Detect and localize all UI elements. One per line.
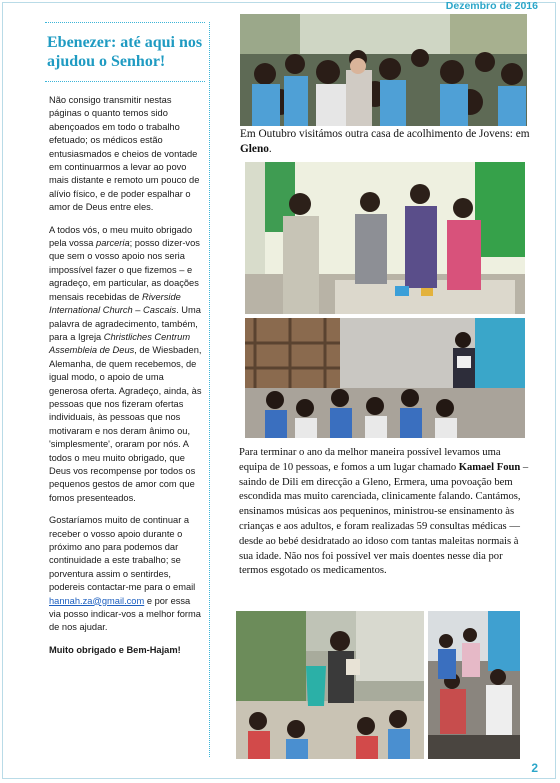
p2-text-a: A todos vós, o meu muito obrigado pela vossa — [49, 224, 193, 249]
p3-text-b: e por essa via posso indicar-vos a melhor forma de nos ajudar. — [49, 595, 201, 633]
story-text-a: Para terminar o ano da melhor maneira possível levamos uma equipa de 10 pessoas, e fomos a um lugar chamado — [239, 447, 501, 473]
photo-medical-team — [245, 162, 525, 314]
p2-text-c: . Uma palavra de agradecimento, também, para a Igreja — [49, 305, 201, 342]
sidebar-column — [37, 22, 210, 757]
sidebar-title: Ebenezer: até aqui nos ajudou o Senhor! — [47, 34, 203, 70]
email-link[interactable]: hannah.za@gmail.com — [49, 595, 145, 606]
parceria-emphasis: parceria — [96, 238, 130, 249]
sidebar-top-rule — [45, 22, 205, 23]
photo-children-seated — [245, 318, 525, 438]
p3-text-a: Gostaríamos muito de continuar a receber o vosso apoio durante o próximo ano para podemos dar continuidade a este trabalho; se porventura assim o sentirdes, podereis contactar-me para o email — [49, 515, 196, 593]
photo-children-group — [240, 14, 527, 126]
sidebar-paragraph-2 — [49, 224, 203, 506]
riverside-church-name: Riverside International Church – Cascais — [49, 291, 181, 316]
christliches-church-name: Christliches Centrum Assembleia de Deus — [49, 331, 191, 356]
story-paragraph — [239, 446, 529, 579]
sidebar-title-rule — [45, 81, 205, 82]
caption-gleno — [240, 127, 530, 156]
sidebar-paragraph-3 — [49, 514, 203, 635]
caption-text-b: . — [268, 142, 272, 155]
caption-place-gleno: Gleno — [240, 142, 269, 155]
p2-text-d: , de Wiesbaden, Alemanha, de quem recebemos, de igual modo, o apoio de uma generosa oferta. Agradeço, ainda, às pessoas que nos fizeram ofertas individuais, às pessoas que nos motivaram e nos deram ânimo ou, 'simplesmente', oraram por nós. A todos o meu muito obrigado, que Deus vos recompense por todos os pequenos gestos de amor com que fomos presenteados. — [49, 345, 202, 503]
story-text-b: – saindo de Dili em direcção a Gleno, Ermera, uma povoação bem escondida mas muito carenciada, clinicamente falando. Cantámos, ensinamos músicas aos pequeninos, ministrou-se ensinamento às crianças e aos adultos, e foram realizadas 59 consultas médicas — desde ao bebé desidratado ao idoso com tantas maleitas normais à sua idade. Não nos foi possível ver mais doentes nesse dia por termos esgotado os medicamentos. — [239, 461, 529, 577]
story-place-kamael-foun: Kamael Foun — [458, 461, 521, 473]
page-number: 2 — [531, 761, 538, 775]
photo-outdoor-teaching — [236, 611, 424, 759]
issue-date: Dezembro de 2016 — [445, 0, 538, 12]
photo-indoor-consultation — [428, 611, 520, 759]
caption-text-a: Em Outubro visitámos outra casa de acolhimento de Jovens: em — [240, 128, 530, 140]
closing-line: Muito obrigado e Bem-Hajam! — [49, 644, 181, 655]
sidebar-body — [49, 94, 203, 657]
p2-text-b: ; posso dizer-vos que sem o vosso apoio nos seria impossível fazer o que fizemos – e agradeço, em particular, as doações mensais recebidas de — [49, 238, 200, 302]
sidebar-paragraph-1: Não consigo transmitir nestas páginas o quanto temos sido abençoados em todo o trabalho efetuado; os médicos estão entusiasmados e cheios de vontade em continuarmos a levar ao povo mais distante e remoto um pouco de alívio físico, e de poder espalhar o amor de Deus entre eles. — [49, 95, 200, 213]
